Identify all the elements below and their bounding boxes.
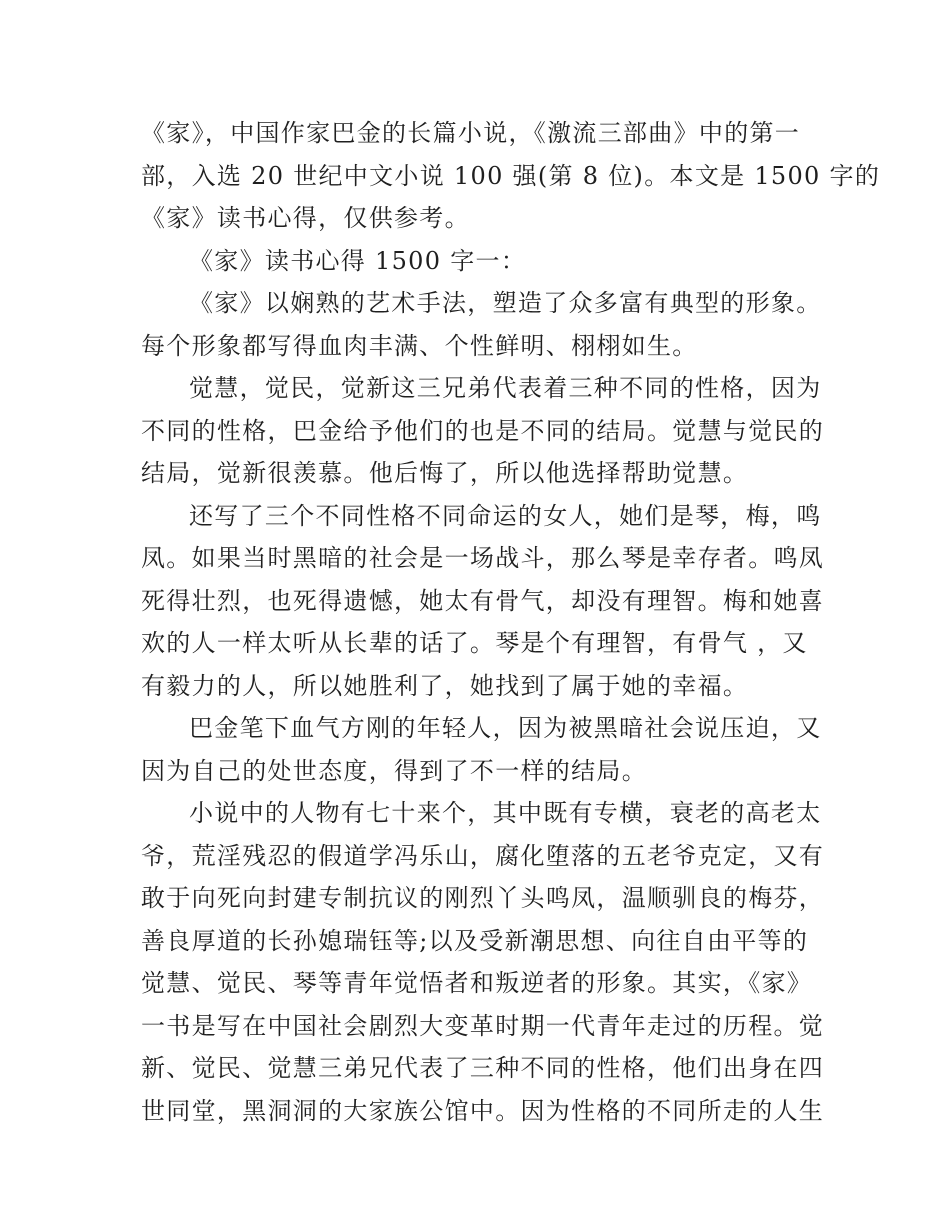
paragraph-line: 新、觉民、觉慧三弟兄代表了三种不同的性格，他们出身在四 [141, 1054, 825, 1082]
paragraph-line: 每个形象都写得血肉丰满、个性鲜明、栩栩如生。 [141, 331, 698, 360]
paragraph-line: 部，入选 20 世纪中文小说 100 强(第 8 位)。本文是 1500 字的 [141, 161, 881, 190]
paragraph-line: 有毅力的人，所以她胜利了，她找到了属于她的幸福。 [141, 671, 749, 700]
paragraph [141, 792, 825, 1132]
paragraph-line: 结局，觉新很羡慕。他后悔了，所以他选择帮助觉慧。 [141, 459, 749, 487]
paragraph-line: 世同堂，黑洞洞的大家族公馆中。因为性格的不同所走的人生 [141, 1096, 825, 1125]
paragraph-line: 凤。如果当时黑暗的社会是一场战斗，那么琴是幸存者。鸣凤 [141, 544, 825, 572]
paragraph [141, 112, 881, 240]
paragraph-line: 善良厚道的长孙媳瑞钰等;以及受新潮思想、向往自由平等的 [141, 926, 809, 955]
paragraph [141, 707, 822, 792]
paragraph-line: 还写了三个不同性格不同命运的女人，她们是琴，梅，鸣 [189, 501, 822, 530]
paragraph-line: 死得壮烈，也死得遗憾，她太有骨气，却没有理智。梅和她喜 [141, 586, 825, 615]
paragraph [141, 367, 825, 495]
paragraph-line: 《家》读书心得 1500 字一： [189, 246, 527, 275]
paragraph [141, 495, 825, 708]
paragraph-line: 因为自己的处世态度，得到了不一样的结局。 [141, 756, 647, 785]
paragraph-line: 不同的性格，巴金给予他们的也是不同的结局。觉慧与觉民的 [141, 416, 825, 445]
paragraph-line: 欢的人一样太听从长辈的话了。琴是个有理智，有骨气 ，又 [141, 629, 808, 657]
paragraph-line: 《家》，中国作家巴金的长篇小说，《激流三部曲》中的第一 [141, 119, 801, 147]
paragraph-line: 觉慧，觉民，觉新这三兄弟代表着三种不同的性格，因为 [189, 374, 822, 402]
paragraph-line: 小说中的人物有七十来个，其中既有专横，衰老的高老太 [189, 799, 822, 827]
paragraph-line: 爷，荒淫残忍的假道学冯乐山，腐化堕落的五老爷克定，又有 [141, 841, 825, 870]
document-body [141, 112, 881, 1132]
paragraph-line: 巴金笔下血气方刚的年轻人，因为被黑暗社会说压迫，又 [189, 714, 822, 742]
paragraph-line: 《家》以娴熟的艺术手法，塑造了众多富有典型的形象。 [189, 289, 822, 317]
paragraph-line: 敢于向死向封建专制抗议的刚烈丫头鸣凤，温顺驯良的梅芬， [141, 884, 825, 912]
paragraph-line: 《家》读书心得，仅供参考。 [141, 204, 470, 232]
paragraph-line: 一书是写在中国社会剧烈大变革时期一代青年走过的历程。觉 [141, 1011, 825, 1040]
paragraph [141, 282, 822, 367]
paragraph-line: 觉慧、觉民、琴等青年觉悟者和叛逆者的形象。其实，《家》 [141, 969, 813, 997]
paragraph [141, 240, 811, 283]
